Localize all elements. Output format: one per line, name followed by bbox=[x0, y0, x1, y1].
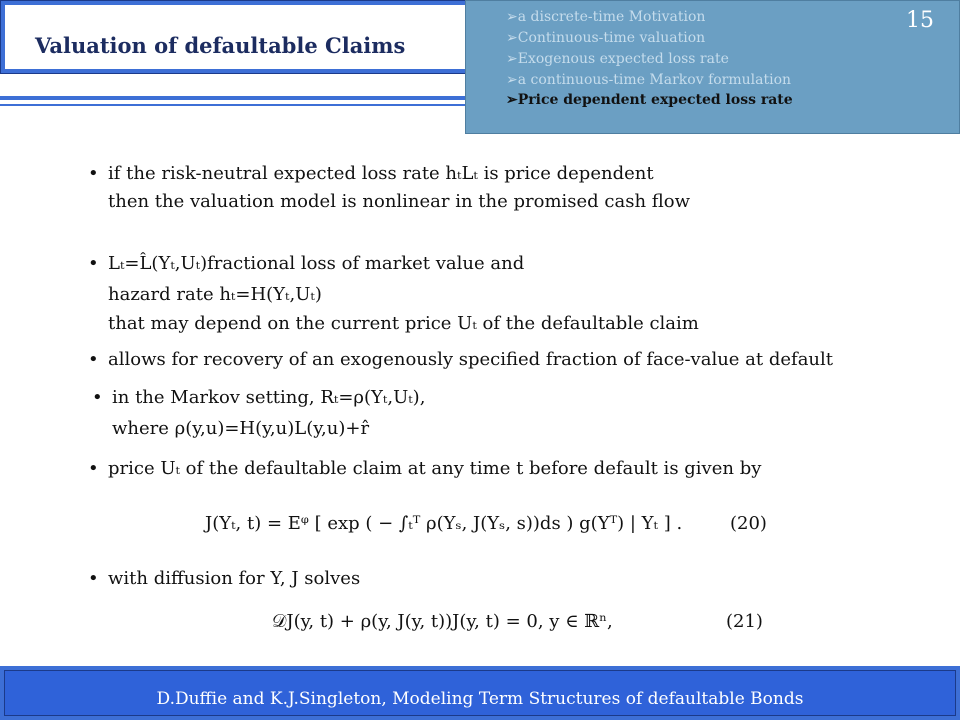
footer-panel bbox=[4, 670, 956, 716]
bullet-fractional-loss: • Lₜ=L̂(Yₜ,Uₜ)fractional loss of market value and bbox=[108, 253, 524, 274]
equation-21-number: (21) bbox=[726, 611, 763, 632]
outline-item-motivation: ➢a discrete-time Motivation bbox=[506, 9, 706, 25]
current-price-line: that may depend on the current price Uₜ of the defaultable claim bbox=[108, 313, 699, 334]
outline-item-exogenous-loss: ➢Exogenous expected loss rate bbox=[506, 51, 729, 67]
footer-bar bbox=[0, 666, 960, 720]
slide-title: Valuation of defaultable Claims bbox=[35, 33, 406, 58]
bullet-markov-setting: • in the Markov setting, Rₜ=ρ(Yₜ,Uₜ), bbox=[112, 387, 425, 408]
bullet-recovery: • allows for recovery of an exogenously specified fraction of face-value at default bbox=[108, 349, 833, 370]
outline-item-continuous-valuation: ➢Continuous-time valuation bbox=[506, 30, 706, 46]
outline-item-price-dependent: ➢Price dependent expected loss rate bbox=[506, 92, 793, 108]
bullet-price-dependent-cont: then the valuation model is nonlinear in the promised cash flow bbox=[108, 191, 691, 212]
rho-definition: where ρ(y,u)=H(y,u)L(y,u)+r̂ bbox=[112, 418, 370, 439]
outline-item-markov: ➢a continuous-time Markov formulation bbox=[506, 72, 792, 88]
bullet-diffusion: • with diffusion for Y, J solves bbox=[108, 568, 360, 589]
bullet-price-dependent: • if the risk-neutral expected loss rate hₜLₜ is price dependent bbox=[108, 163, 654, 184]
slide-number: 15 bbox=[906, 8, 934, 33]
equation-21: 𝒟J(y, t) + ρ(y, J(y, t))J(y, t) = 0, y ∈ ℝⁿ, bbox=[272, 611, 613, 632]
equation-20-number: (20) bbox=[730, 513, 767, 534]
footer-citation: D.Duffie and K.J.Singleton, Modeling Term Structures of defaultable Bonds bbox=[156, 689, 804, 709]
hazard-rate-line: hazard rate hₜ=H(Yₜ,Uₜ) bbox=[108, 284, 322, 305]
bullet-price-given-by: • price Uₜ of the defaultable claim at any time t before default is given by bbox=[108, 458, 761, 479]
equation-20: J(Yₜ, t) = Eᵠ [ exp ( − ∫ₜᵀ ρ(Yₛ, J(Yₛ, s))ds ) g(Yᵀ) | Yₜ ] . bbox=[205, 513, 683, 534]
